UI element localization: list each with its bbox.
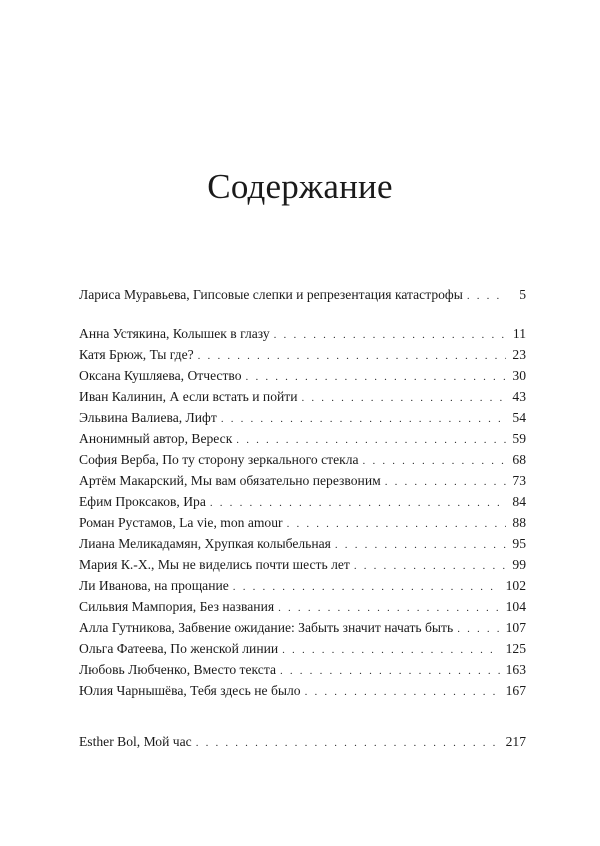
toc-entry-page: 107 <box>505 620 526 635</box>
toc-entry-title: Артём Макарский, Мы вам обязательно перезвоним <box>79 472 385 490</box>
toc-entry-page: 88 <box>512 515 526 530</box>
dot-leader <box>385 473 506 491</box>
dot-leader <box>287 515 506 533</box>
dot-leader <box>274 326 506 344</box>
toc-entry[interactable] <box>79 367 526 386</box>
dot-leader <box>282 641 499 659</box>
dot-leader <box>233 578 500 596</box>
toc-entry-title: Лариса Муравьева, Гипсовые слепки и репрезентация катастрофы <box>79 286 467 304</box>
toc-entry[interactable] <box>79 493 526 512</box>
toc-entry[interactable] <box>79 430 526 449</box>
toc-entry[interactable] <box>79 682 526 701</box>
toc-entry-title: Юлия Чарнышёва, Тебя здесь не было <box>79 682 305 700</box>
toc-entry-title: Роман Рустамов, La vie, mon amour <box>79 514 287 532</box>
toc-entry-page: 125 <box>505 641 526 656</box>
toc-entry-title: Катя Брюж, Ты где? <box>79 346 198 364</box>
dot-leader <box>335 536 506 554</box>
toc-entry-title: Ефим Проксаков, Ира <box>79 493 210 511</box>
toc-entry-page: 68 <box>512 452 526 467</box>
toc-entry[interactable] <box>79 472 526 491</box>
toc-entry-title: Сильвия Мампория, Без названия <box>79 598 278 616</box>
toc-entry-title: Анонимный автор, Вереск <box>79 430 236 448</box>
toc-entry-page: 43 <box>512 389 526 404</box>
dot-leader <box>280 662 500 680</box>
toc-entry-title: Эльвина Валиева, Лифт <box>79 409 221 427</box>
toc-entry[interactable] <box>79 733 526 752</box>
dot-leader <box>236 431 506 449</box>
toc-entry[interactable] <box>79 346 526 365</box>
toc-entry-page: 95 <box>512 536 526 551</box>
toc-entry[interactable] <box>79 661 526 680</box>
dot-leader <box>302 389 507 407</box>
toc-entry[interactable] <box>79 388 526 407</box>
toc-entry-page: 217 <box>505 734 526 749</box>
toc-entry-page: 167 <box>505 683 526 698</box>
dot-leader <box>467 287 506 305</box>
toc-entry-title: Esther Bol, Мой час <box>79 733 196 751</box>
toc-entry[interactable] <box>79 640 526 659</box>
toc-entry-page: 30 <box>512 368 526 383</box>
dot-leader <box>246 368 506 386</box>
toc-entry-title: Анна Устякина, Колышек в глазу <box>79 325 274 343</box>
dot-leader <box>305 683 500 701</box>
dot-leader <box>363 452 506 470</box>
toc-entry-page: 54 <box>512 410 526 425</box>
dot-leader <box>198 347 506 365</box>
toc-entry-title: Оксана Кушляева, Отчество <box>79 367 246 385</box>
toc-entry-title: Любовь Любченко, Вместо текста <box>79 661 280 679</box>
toc-entry-page: 23 <box>512 347 526 362</box>
toc-entry[interactable] <box>79 286 526 305</box>
toc-entry-page: 99 <box>512 557 526 572</box>
toc-entry-title: Иван Калинин, А если встать и пойти <box>79 388 302 406</box>
toc-entry-title: Алла Гутникова, Забвение ожидание: Забыть значит начать быть <box>79 619 457 637</box>
dot-leader <box>278 599 499 617</box>
toc-entry-page: 5 <box>519 287 526 302</box>
dot-leader <box>354 557 506 575</box>
toc-entry-title: Лиана Меликадамян, Хрупкая колыбельная <box>79 535 335 553</box>
toc-entry-page: 163 <box>505 662 526 677</box>
dot-leader <box>221 410 506 428</box>
toc-entry-page: 59 <box>512 431 526 446</box>
toc-entry-page: 104 <box>505 599 526 614</box>
toc-entry-title: Ли Иванова, на прощание <box>79 577 233 595</box>
dot-leader <box>196 734 500 752</box>
toc-entry[interactable] <box>79 556 526 575</box>
toc-entry-page: 73 <box>512 473 526 488</box>
toc-entry[interactable] <box>79 514 526 533</box>
toc-entry[interactable] <box>79 577 526 596</box>
toc-entry-page: 11 <box>512 326 526 341</box>
toc-entry-title: Ольга Фатеева, По женской линии <box>79 640 282 658</box>
toc-entry[interactable] <box>79 598 526 617</box>
dot-leader <box>457 620 499 638</box>
dot-leader <box>210 494 506 512</box>
toc-entry[interactable] <box>79 409 526 428</box>
toc-entry-page: 102 <box>505 578 526 593</box>
toc-entry[interactable] <box>79 535 526 554</box>
toc-entry-title: Мария К.-Х., Мы не виделись почти шесть лет <box>79 556 354 574</box>
toc-entry[interactable] <box>79 451 526 470</box>
toc-entry[interactable] <box>79 325 526 344</box>
toc-entry-title: София Верба, По ту сторону зеркального стекла <box>79 451 363 469</box>
toc-entry[interactable] <box>79 619 526 638</box>
page-title: Содержание <box>207 167 393 206</box>
toc-entry-page: 84 <box>512 494 526 509</box>
